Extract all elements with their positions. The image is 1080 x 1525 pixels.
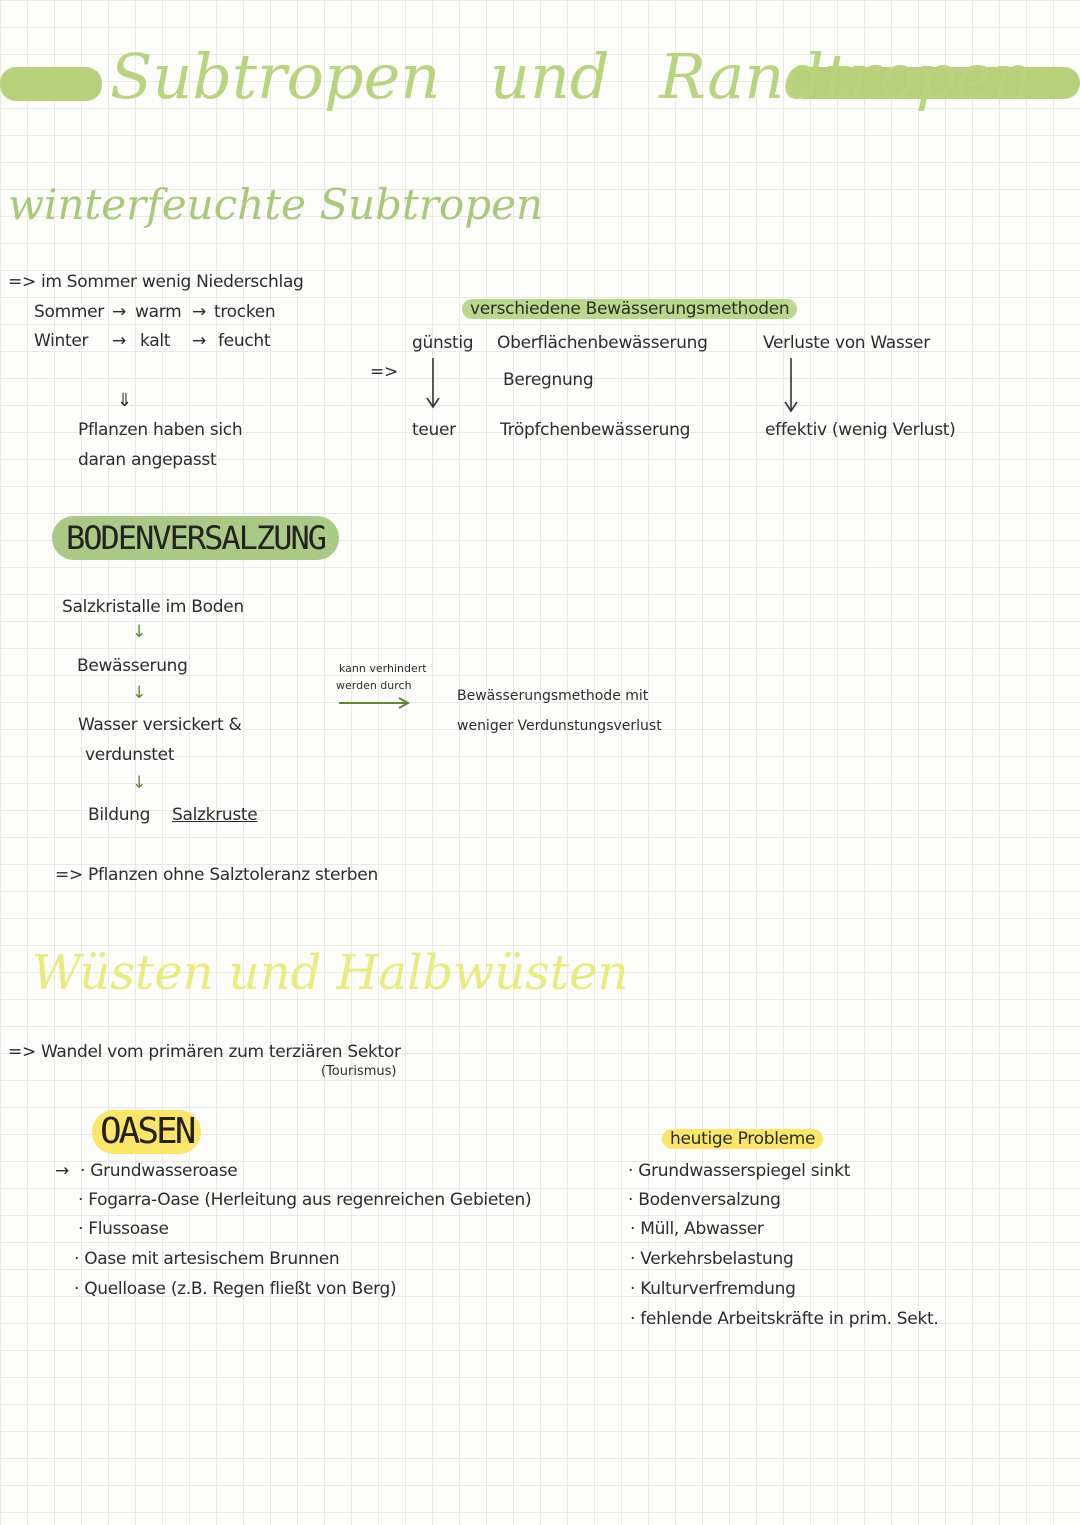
oasen-heading-text: OASEN [100,1111,194,1152]
pflanzen-line2: daran angepasst [78,450,217,470]
oase-fluss: Flussoase [88,1219,169,1239]
step-wasser: Wasser versickert & [78,715,242,735]
step-salzkruste: Salzkruste [172,805,258,825]
list-item: · Oase mit artesischem Brunnen [74,1249,340,1269]
side-method-line1: Bewässerungsmethode mit [457,688,649,704]
verluste-label: Verluste von Wasser [763,333,930,353]
kalt-label: kalt [140,331,171,351]
method-oberflaeche: Oberflächenbewässerung [497,333,708,353]
oase-fogarra: Fogarra-Oase (Herleitung aus regenreichen Gebieten) [88,1190,532,1210]
list-item: · Kulturverfremdung [630,1279,796,1299]
trocken-label: trocken [214,302,276,322]
list-item: · Grundwasserspiegel sinkt [628,1161,851,1181]
green-down-arrow-icon: ↓ [132,683,146,703]
list-item: · Verkehrsbelastung [630,1249,794,1269]
effektiv-label: effektiv (wenig Verlust) [765,420,956,440]
side-method-line2: weniger Verdunstungsverlust [457,718,662,734]
feucht-label: feucht [218,331,271,351]
green-down-arrow-icon: ↓ [132,622,146,642]
step-salzkristalle: Salzkristalle im Boden [62,597,244,617]
oasen-heading [92,1110,201,1154]
problem-kultur: Kulturverfremdung [640,1279,796,1299]
green-down-arrow-icon: ↓ [132,773,146,793]
title-word-und: und [490,40,610,113]
green-right-arrow-icon [339,696,411,710]
problem-verkehr: Verkehrsbelastung [640,1249,794,1269]
winter-label: Winter [34,331,89,351]
list-item: · Flussoase [78,1219,169,1239]
loss-arrow-icon [783,358,799,414]
summer-line: => im Sommer wenig Niederschlag [8,272,304,292]
arrow-icon: → [112,302,126,322]
section-heading-winterfeuchte: winterfeuchte Subtropen [8,180,544,229]
problem-arbeitskraefte: fehlende Arbeitskräfte in prim. Sekt. [640,1309,939,1329]
wandel-line: => Wandel vom primären zum terziären Sektor [8,1042,401,1062]
double-down-arrow-icon: ⇓ [117,390,133,411]
list-item: · Fogarra-Oase (Herleitung aus regenreichen Gebieten) [78,1190,532,1210]
title-bar-left [0,67,102,101]
title-word-subtropen: Subtropen [110,40,441,113]
oase-grundwasser: Grundwasseroase [90,1161,238,1181]
bodenversalzung-text: BODENVERSALZUNG [66,519,325,557]
list-item: · Quelloase (z.B. Regen fließt von Berg) [74,1279,397,1299]
arrow-icon: → [192,302,206,322]
summer-label: Sommer [34,302,104,322]
method-beregnung: Beregnung [503,370,594,390]
oasen-arrow-icon: → [55,1161,69,1181]
section-heading-wuesten: Wüsten und Halbwüsten [32,945,629,1001]
problem-muell: Müll, Abwasser [640,1219,764,1239]
arrow-icon: → [192,331,206,351]
list-item: · Bodenversalzung [628,1190,781,1210]
list-item: · fehlende Arbeitskräfte in prim. Sekt. [630,1309,939,1329]
implies-symbol: => [370,362,398,382]
cost-arrow-icon [425,358,441,410]
list-item: · Müll, Abwasser [630,1219,764,1239]
page-title [110,40,1032,113]
step-verdunstet: verdunstet [85,745,175,765]
warm-label: warm [135,302,182,322]
salt-result-line: => Pflanzen ohne Salztoleranz sterben [55,865,378,885]
method-troepfchen: Tröpfchenbewässerung [500,420,691,440]
side-note-line1: kann verhindert [339,662,427,675]
title-word-randtropen: Randtropen [659,40,1033,113]
guenstig-label: günstig [412,333,474,353]
side-note-line2: werden durch [336,679,412,692]
oase-quell: Quelloase (z.B. Regen fließt von Berg) [84,1279,397,1299]
section-heading-bodenversalzung [52,516,339,560]
teuer-label: teuer [412,420,456,440]
problem-bodenversalzung: Bodenversalzung [638,1190,781,1210]
list-item: · Grundwasseroase [80,1161,238,1181]
step-bewaesserung: Bewässerung [77,656,188,676]
pflanzen-line1: Pflanzen haben sich [78,420,243,440]
oase-artesisch: Oase mit artesischem Brunnen [84,1249,340,1269]
problems-heading: heutige Probleme [662,1129,823,1149]
arrow-icon: → [112,331,126,351]
methods-label: verschiedene Bewässerungsmethoden [462,299,797,319]
step-bildung: Bildung [88,805,151,825]
problem-grundwasser: Grundwasserspiegel sinkt [638,1161,851,1181]
tourismus-label: (Tourismus) [321,1064,397,1079]
